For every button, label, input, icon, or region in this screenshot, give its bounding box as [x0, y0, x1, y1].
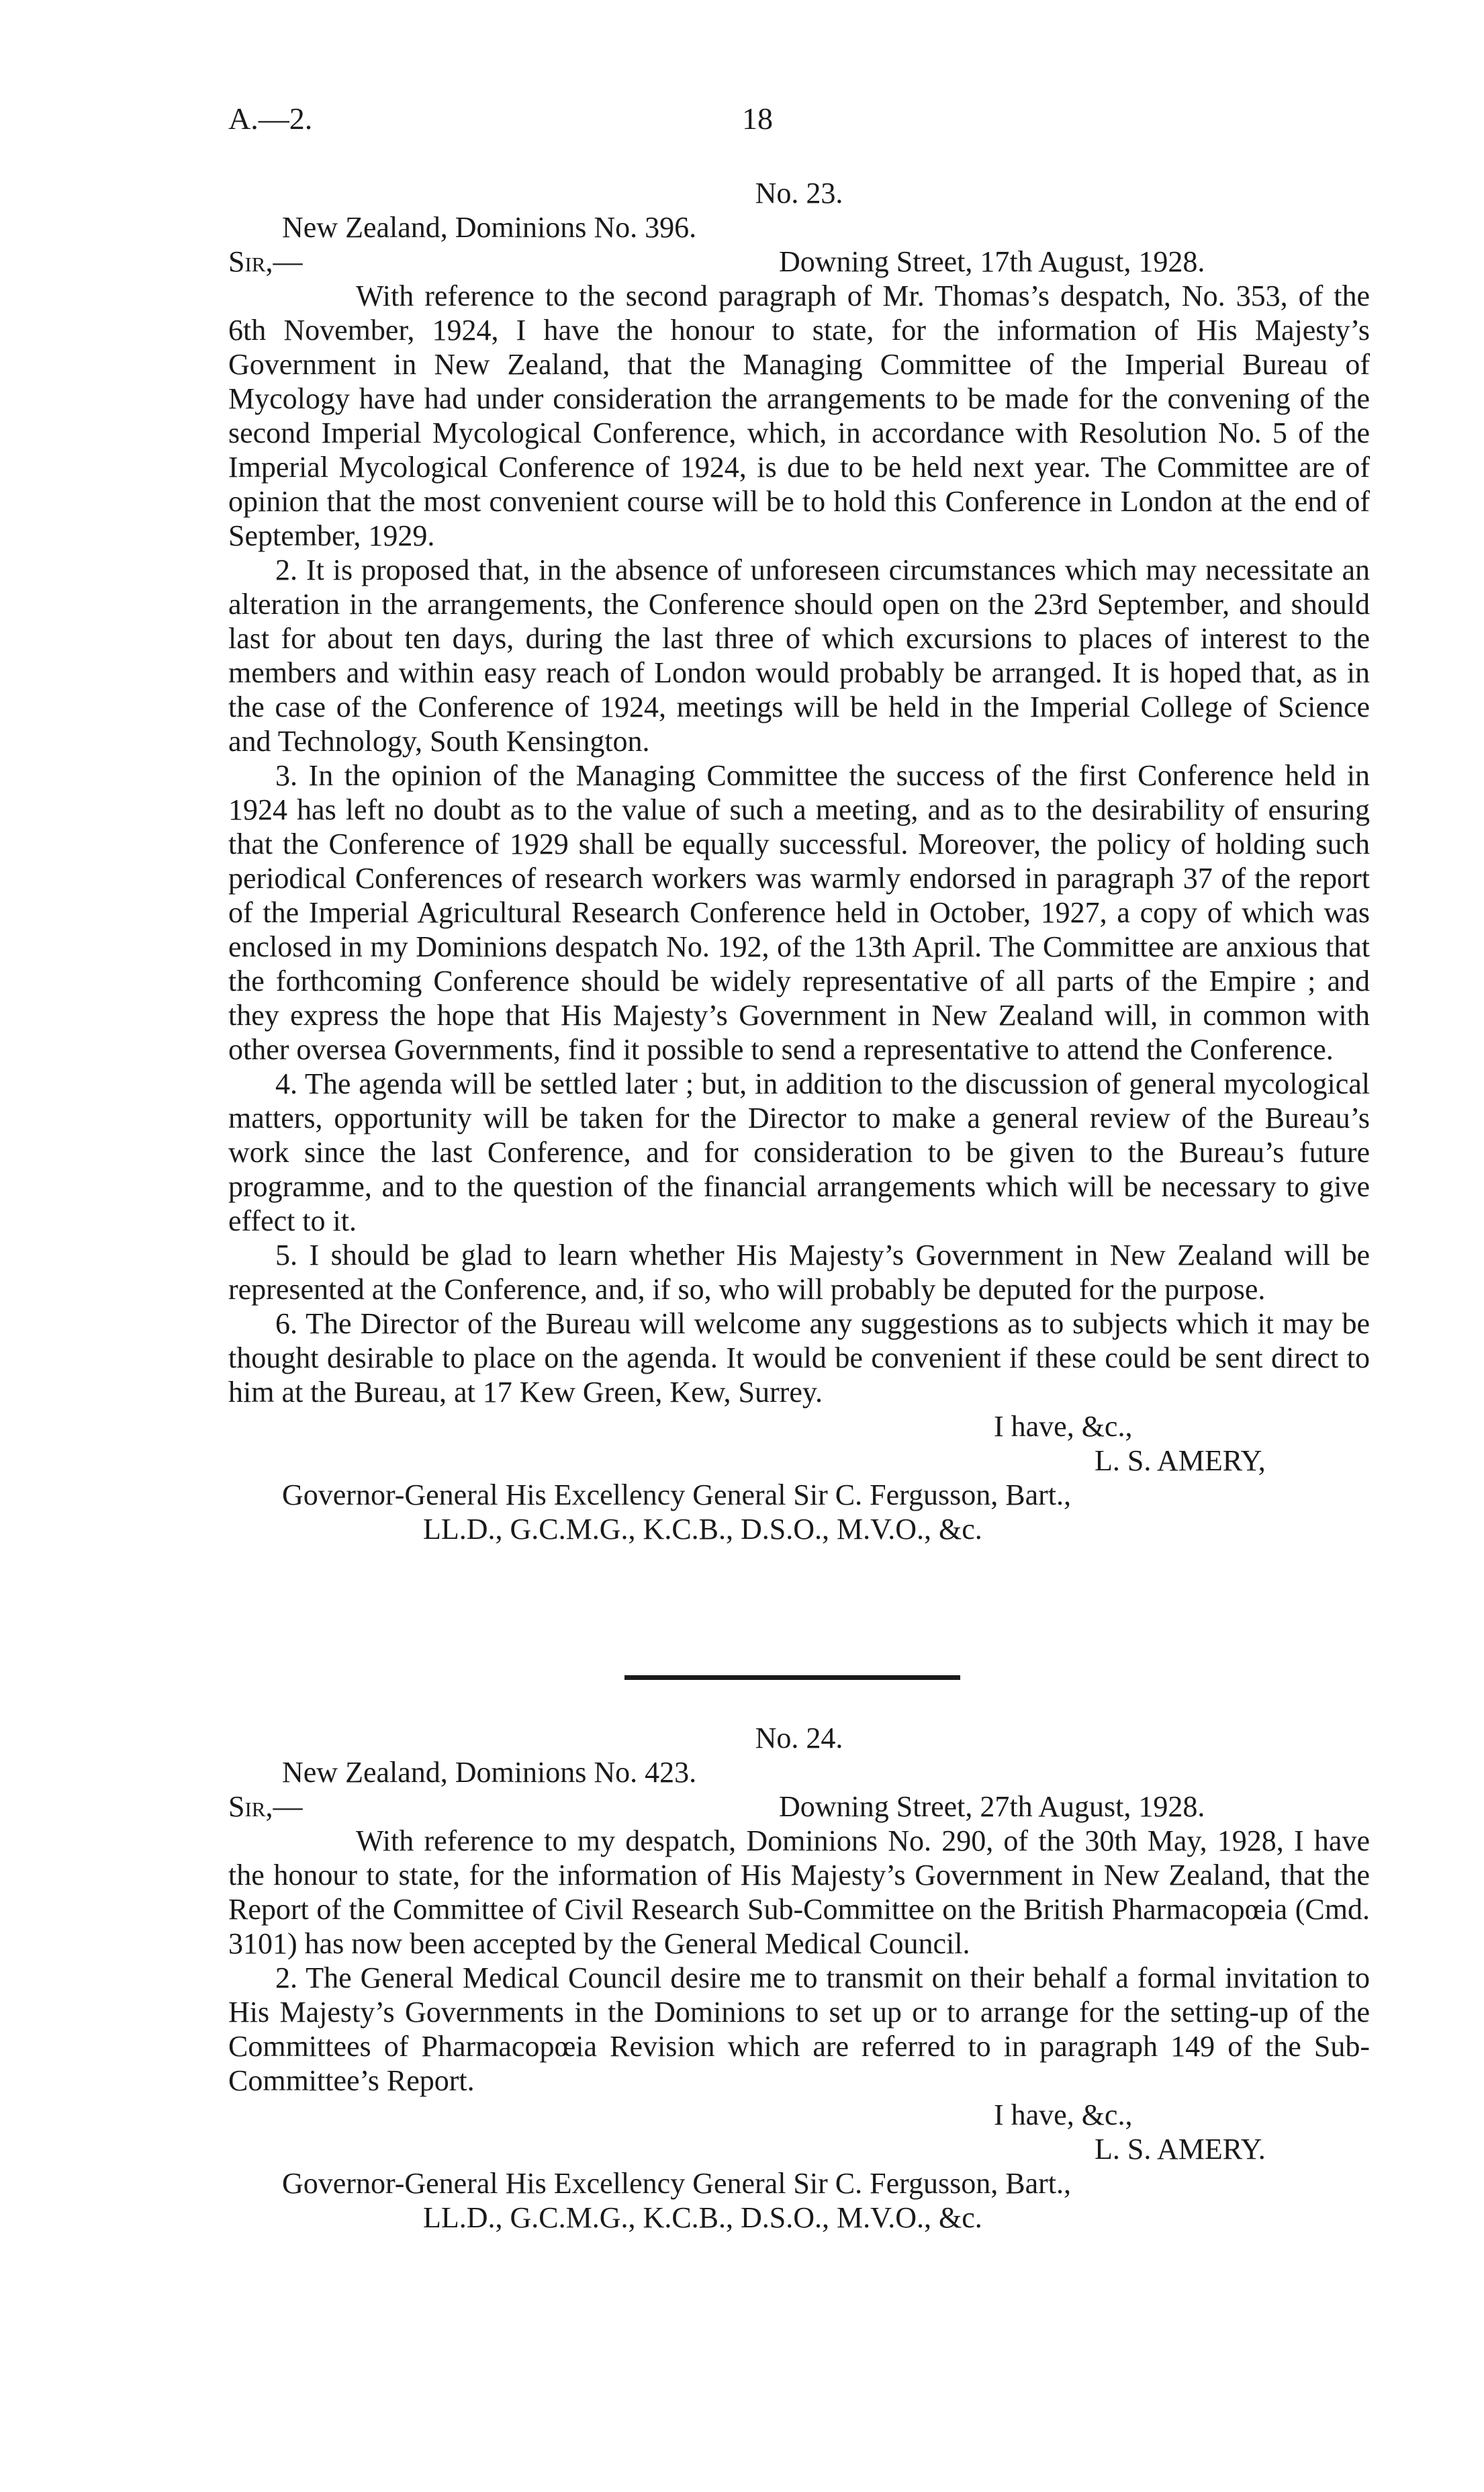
letter-address: New Zealand, Dominions No. 423. [282, 1756, 697, 1789]
dateline: Downing Street, 17th August, 1928. [779, 245, 1205, 278]
letter-address: New Zealand, Dominions No. 396. [282, 211, 697, 244]
closing: I have, &c., [994, 2098, 1133, 2131]
paragraph-1: With reference to the second paragraph of Mr. Thomas’s despatch, No. 353, of the 6th November, 1924, I have the honour to state, for the information of His Majesty’s Government in New Zealand, that the Managing Committee of the Imperial Bureau of Mycology have had under consideration the arrangements to be made for the convening of the second Imperial Mycological Conference, which, in accordance with Resolution No. 5 of the Imperial Mycological Conference of 1924, is due to be held next year. The Committee are of opinion that the most convenient course will be to hold this Conference in London at the end of September, 1929. [228, 279, 1370, 552]
letter-no-23 [228, 176, 1370, 1546]
document-reference: A.—2. [228, 101, 313, 136]
paragraph-6: 6. The Director of the Bureau will welcome any suggestions as to subjects which it may be thought desirable to place on the agenda. It would be convenient if these could be sent direct to him at the Bureau, at 17 Kew Green, Kew, Surrey. [228, 1307, 1370, 1409]
page-number: 18 [742, 101, 773, 136]
paragraph-2: 2. It is proposed that, in the absence of unforeseen circumstances which may necessitate an alteration in the arrangements, the Conference should open on the 23rd September, and should last for about ten days, during the last three of which excursions to places of interest to the members and within easy reach of London would probably be arranged. It is hoped that, as in the case of the Conference of 1924, meetings will be held in the Imperial College of Science and Technology, South Kensington. [228, 553, 1370, 758]
paragraph-5: 5. I should be glad to learn whether His Majesty’s Government in New Zealand will be represented at the Conference, and, if so, who will probably be deputed for the purpose. [228, 1239, 1370, 1306]
salutation: Sir,— [228, 245, 303, 278]
letter-number: No. 23. [755, 177, 843, 210]
recipient-line-1: Governor-General His Excellency General Sir C. Fergusson, Bart., [282, 2167, 1071, 2200]
dateline: Downing Street, 27th August, 1928. [779, 1790, 1205, 1823]
paragraph-1: With reference to my despatch, Dominions No. 290, of the 30th May, 1928, I have the honour to state, for the information of His Majesty’s Government in New Zealand, that the Report of the Committee of Civil Research Sub-Committee on the British Pharmacopœia (Cmd. 3101) has now been accepted by the General Medical Council. [228, 1824, 1370, 1960]
salutation: Sir,— [228, 1790, 303, 1823]
recipient-line-2: LL.D., G.C.M.G., K.C.B., D.S.O., M.V.O., &c. [423, 1513, 982, 1546]
recipient-line-2: LL.D., G.C.M.G., K.C.B., D.S.O., M.V.O., &c. [423, 2201, 982, 2234]
signature: L. S. AMERY, [1095, 1444, 1266, 1477]
paragraph-2: 2. The General Medical Council desire me to transmit on their behalf a formal invitation to His Majesty’s Governments in the Dominions to set up or to arrange for the setting-up of the Committees of Pharmacopœia Revision which are referred to in paragraph 149 of the Sub-Committee’s Report. [228, 1961, 1370, 2097]
signature: L. S. AMERY. [1095, 2133, 1266, 2166]
salutation-row [228, 244, 1370, 279]
paragraph-3: 3. In the opinion of the Managing Committee the success of the first Conference held in 1924 has left no doubt as to the value of such a meeting, and as to the desirability of ensuring that the Conference of 1929 shall be equally successful. Moreover, the policy of holding such periodical Conferences of research workers was warmly endorsed in paragraph 37 of the report of the Imperial Agricultural Research Conference held in October, 1927, a copy of which was enclosed in my Dominions despatch No. 192, of the 13th April. The Committee are anxious that the forthcoming Conference should be widely representative of all parts of the Empire ; and they express the hope that His Majesty’s Government in New Zealand will, in common with other oversea Governments, find it possible to send a representative to attend the Conference. [228, 759, 1370, 1066]
paragraph-4: 4. The agenda will be settled later ; but, in addition to the discussion of general mycological matters, opportunity will be taken for the Director to make a general review of the Bureau’s work since the last Conference, and for consideration to be given to the Bureau’s future programme, and to the question of the financial arrangements which will be necessary to give effect to it. [228, 1067, 1370, 1237]
letter-number: No. 24. [755, 1722, 843, 1754]
letter-no-24 [228, 1721, 1370, 2235]
section-divider [624, 1675, 960, 1680]
closing: I have, &c., [994, 1410, 1133, 1443]
recipient-line-1: Governor-General His Excellency General Sir C. Fergusson, Bart., [282, 1478, 1071, 1511]
salutation-row [228, 1789, 1370, 1824]
